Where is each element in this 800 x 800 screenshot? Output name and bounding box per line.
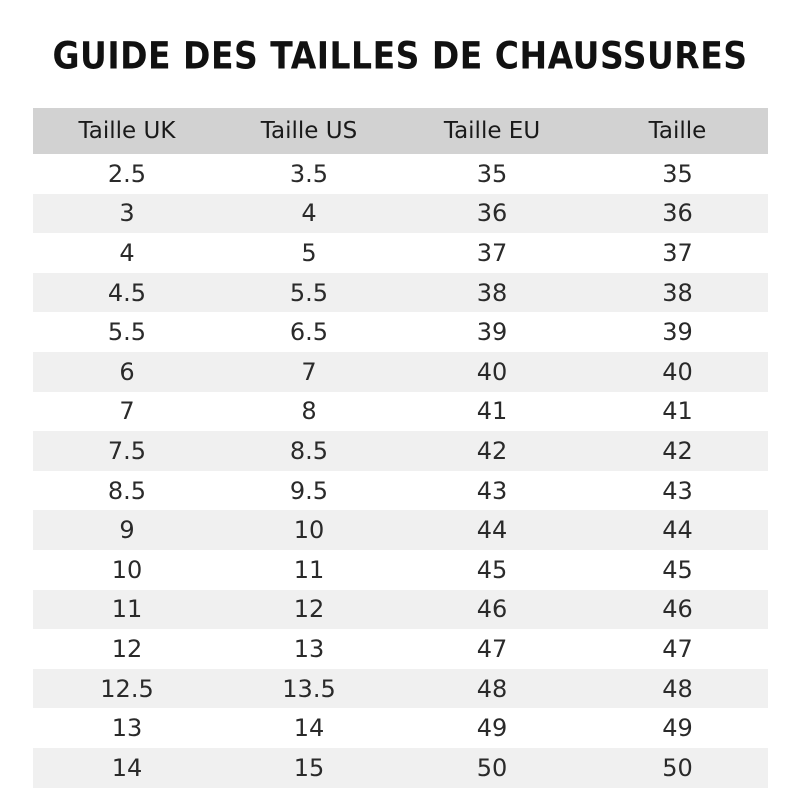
- cell-us: 7: [301, 357, 317, 386]
- cell-taille: 40: [662, 357, 693, 386]
- page-title: GUIDE DES TAILLES DE CHAUSSURES: [52, 33, 748, 78]
- cell-eu: 37: [476, 238, 508, 267]
- cell-us: 5: [301, 238, 317, 267]
- cell-taille: 46: [662, 595, 693, 624]
- cell-us: 10: [293, 516, 325, 545]
- header-eu: Taille EU: [443, 118, 541, 144]
- cell-us: 9.5: [289, 476, 329, 505]
- cell-taille: 37: [662, 238, 693, 267]
- table-row: [33, 273, 768, 313]
- cell-taille: 36: [662, 199, 693, 228]
- cell-eu: 47: [476, 634, 508, 663]
- cell-us: 14: [293, 714, 325, 743]
- header-taille: Taille: [648, 118, 707, 144]
- cell-eu: 42: [476, 436, 508, 465]
- cell-us: 5.5: [289, 278, 329, 307]
- cell-eu: 48: [476, 674, 508, 703]
- cell-us: 13.5: [282, 674, 336, 703]
- cell-eu: 43: [476, 476, 508, 505]
- cell-uk: 2.5: [107, 159, 147, 188]
- table-header: [33, 108, 768, 154]
- header-us: Taille US: [260, 118, 358, 144]
- cell-eu: 49: [476, 714, 508, 743]
- cell-taille: 49: [662, 714, 693, 743]
- cell-eu: 40: [476, 357, 508, 386]
- table-row: [33, 510, 768, 550]
- cell-us: 13: [293, 634, 325, 663]
- cell-uk: 6: [119, 357, 135, 386]
- cell-uk: 12: [111, 634, 143, 663]
- cell-taille: 41: [662, 397, 693, 426]
- table-row: [33, 748, 768, 788]
- cell-uk: 7.5: [107, 436, 147, 465]
- cell-uk: 11: [111, 595, 143, 624]
- table-row: [33, 154, 768, 194]
- cell-us: 11: [293, 555, 325, 584]
- cell-uk: 13: [111, 714, 143, 743]
- cell-eu: 36: [476, 199, 508, 228]
- cell-taille: 48: [662, 674, 693, 703]
- table-row: [33, 550, 768, 590]
- cell-uk: 7: [119, 397, 135, 426]
- cell-taille: 45: [662, 555, 693, 584]
- table-row: [33, 312, 768, 352]
- cell-uk: 4: [119, 238, 135, 267]
- cell-us: 12: [293, 595, 325, 624]
- header-uk: Taille UK: [78, 118, 176, 144]
- cell-uk: 14: [111, 753, 143, 782]
- cell-us: 6.5: [289, 318, 329, 347]
- cell-us: 4: [301, 199, 317, 228]
- size-table: [33, 108, 768, 788]
- cell-taille: 42: [662, 436, 693, 465]
- table-row: [33, 194, 768, 234]
- cell-uk: 9: [119, 516, 135, 545]
- cell-us: 8.5: [289, 436, 329, 465]
- cell-uk: 5.5: [107, 318, 147, 347]
- table-row: [33, 233, 768, 273]
- cell-us: 8: [301, 397, 317, 426]
- cell-us: 15: [293, 753, 325, 782]
- table-row: [33, 392, 768, 432]
- cell-taille: 50: [662, 753, 693, 782]
- table-row: [33, 669, 768, 709]
- cell-taille: 35: [662, 159, 693, 188]
- cell-taille: 43: [662, 476, 693, 505]
- cell-eu: 35: [476, 159, 508, 188]
- cell-eu: 44: [476, 516, 508, 545]
- table-row: [33, 352, 768, 392]
- cell-eu: 41: [476, 397, 508, 426]
- cell-uk: 3: [119, 199, 135, 228]
- cell-taille: 44: [662, 516, 693, 545]
- cell-us: 3.5: [289, 159, 329, 188]
- cell-eu: 39: [476, 318, 508, 347]
- table-row: [33, 708, 768, 748]
- table-row: [33, 629, 768, 669]
- table-row: [33, 590, 768, 630]
- cell-eu: 45: [476, 555, 508, 584]
- cell-uk: 8.5: [107, 476, 147, 505]
- cell-taille: 38: [662, 278, 693, 307]
- cell-uk: 12.5: [100, 674, 154, 703]
- cell-eu: 38: [476, 278, 508, 307]
- cell-eu: 50: [476, 753, 508, 782]
- cell-eu: 46: [476, 595, 508, 624]
- table-row: [33, 471, 768, 511]
- table-row: [33, 431, 768, 471]
- cell-taille: 39: [662, 318, 693, 347]
- cell-taille: 47: [662, 634, 693, 663]
- cell-uk: 10: [111, 555, 143, 584]
- cell-uk: 4.5: [107, 278, 147, 307]
